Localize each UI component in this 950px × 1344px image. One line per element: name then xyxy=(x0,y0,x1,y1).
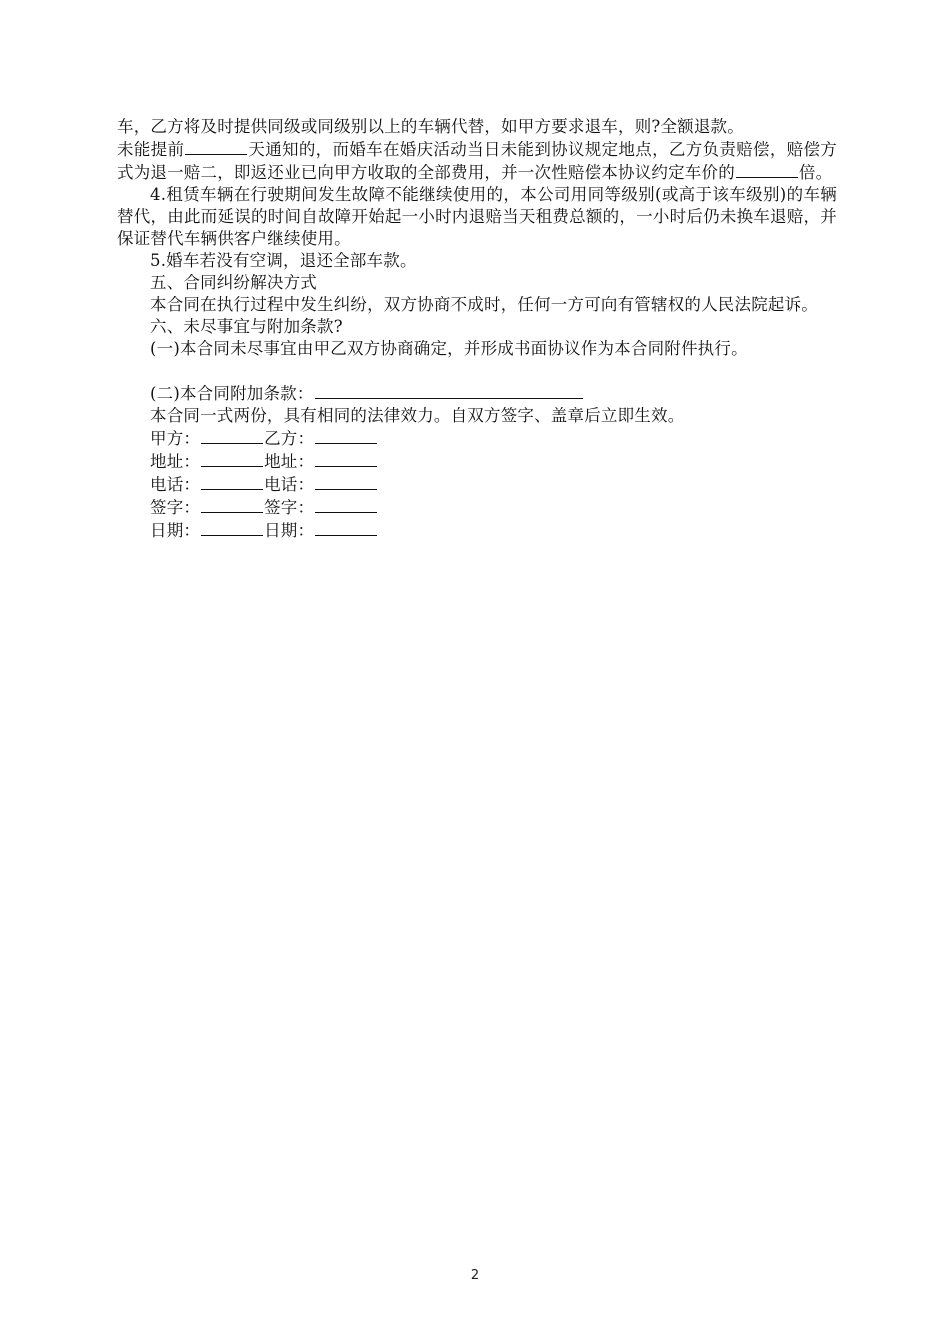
validity-paragraph: 本合同一式两份，具有相同的法律效力。自双方签字、盖章后立即生效。 xyxy=(150,406,685,425)
party-a-phone-blank[interactable] xyxy=(201,473,263,490)
signature-row-address xyxy=(117,450,837,473)
party-b-phone-blank[interactable] xyxy=(315,473,377,490)
clause-6-1-paragraph: (一)本合同未尽事宜由甲乙双方协商确定，并形成书面协议作为本合同附件执行。 xyxy=(150,339,748,358)
party-b-signature-label: 签字： xyxy=(264,498,315,517)
paragraph-late-notice-compensation xyxy=(117,138,837,184)
party-a-signature-label: 签字： xyxy=(150,498,201,517)
party-b-address-label: 地址： xyxy=(264,452,315,471)
party-a-signature-blank[interactable] xyxy=(201,496,263,513)
signature-row-phone xyxy=(117,473,837,496)
party-b-blank[interactable] xyxy=(315,427,377,444)
clause-5-air-conditioning: 5.婚车若没有空调，退还全部车款。 xyxy=(150,251,417,270)
document-body xyxy=(117,116,837,542)
party-a-date-blank[interactable] xyxy=(201,519,263,536)
additional-terms-blank[interactable] xyxy=(315,382,583,399)
clause-6-2-paragraph xyxy=(117,382,837,405)
page-number: 2 xyxy=(470,1268,480,1283)
late-notice-text-middle: 天通知的，而婚车在婚庆活动当日未能到协议规定地点，乙方负责赔偿，赔偿方式为退一赔二，即返还业已向甲方收取的全部费用，并一次性赔偿本协议约定车价的 xyxy=(117,140,837,182)
party-b-address-blank[interactable] xyxy=(315,450,377,467)
clause-6-2-label: (二)本合同附加条款： xyxy=(150,384,314,403)
late-notice-text-start: 未能提前 xyxy=(117,140,185,159)
paragraph-spacer xyxy=(117,360,837,382)
party-b-phone-label: 电话： xyxy=(264,475,315,494)
party-b-date-blank[interactable] xyxy=(315,519,377,536)
party-a-address-blank[interactable] xyxy=(201,450,263,467)
party-a-date-label: 日期： xyxy=(150,521,201,540)
party-a-address-label: 地址： xyxy=(150,452,201,471)
compensation-multiple-blank[interactable] xyxy=(736,161,798,178)
party-a-blank[interactable] xyxy=(201,427,263,444)
paragraph-vehicle-replacement: 车，乙方将及时提供同级或同级别以上的车辆代替，如甲方要求退车，则?全额退款。 xyxy=(117,117,744,136)
party-b-label: 乙方： xyxy=(264,429,315,448)
party-b-date-label: 日期： xyxy=(264,521,315,540)
party-a-label: 甲方： xyxy=(150,429,201,448)
party-a-phone-label: 电话： xyxy=(150,475,201,494)
signature-block xyxy=(117,427,837,542)
late-notice-text-end: 倍。 xyxy=(798,163,833,182)
party-b-signature-blank[interactable] xyxy=(315,496,377,513)
signature-row-date xyxy=(117,519,837,542)
signature-row-signature xyxy=(117,496,837,519)
signature-row-party xyxy=(117,427,837,450)
clause-4-breakdown: 4.租赁车辆在行驶期间发生故障不能继续使用的，本公司用同等级别(或高于该车级别)的车辆替代，由此而延误的时间自故障开始起一小时内退赔当天租费总额的，一小时后仍未换车退赔，并保证替代车辆供客户继续使用。 xyxy=(117,185,837,248)
dispute-resolution-paragraph: 本合同在执行过程中发生纠纷，双方协商不成时，任何一方可向有管辖权的人民法院起诉。 xyxy=(150,295,818,314)
section-5-heading: 五、合同纠纷解决方式 xyxy=(150,273,317,292)
notice-days-blank[interactable] xyxy=(185,138,247,155)
section-6-heading: 六、未尽事宜与附加条款? xyxy=(150,317,343,336)
